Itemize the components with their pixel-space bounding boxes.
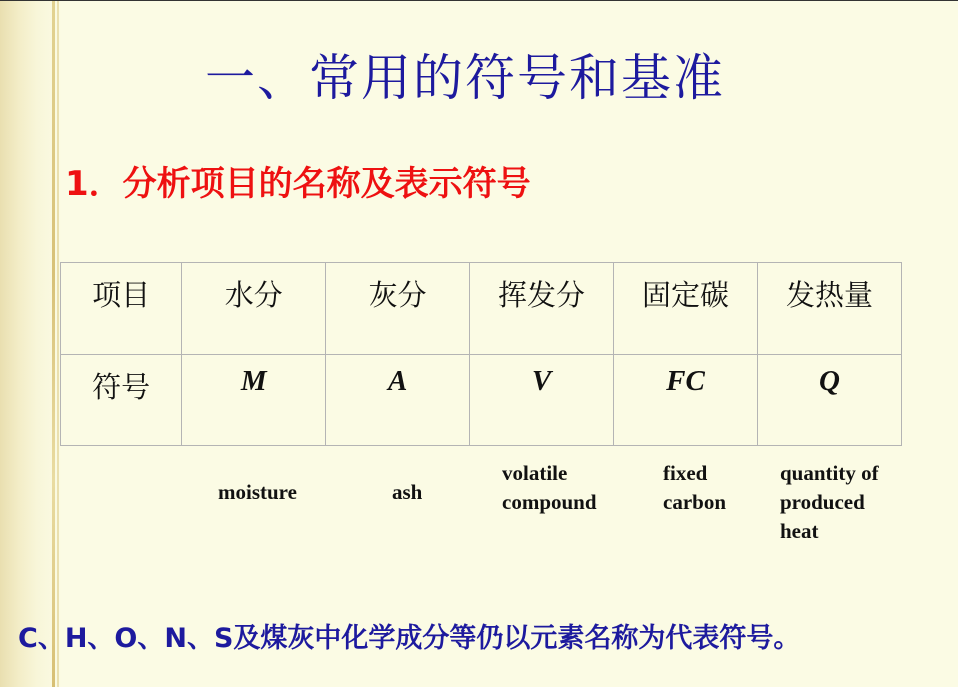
table-cell-symbol-label: 符号 [61, 354, 182, 446]
gloss-ash: ash [392, 480, 423, 504]
table-cell-item-heat: 发热量 [758, 263, 902, 355]
gloss-volatile-line-1: volatile [502, 461, 568, 485]
table-cell-symbol-m: M [182, 354, 326, 446]
table-cell-header-label: 项目 [61, 263, 182, 355]
gloss-heat-line-2: produced [780, 490, 865, 514]
gloss-volatile [502, 459, 597, 517]
table-cell-item-moisture: 水分 [182, 263, 326, 355]
table-cell-item-fixed-carbon: 固定碳 [613, 263, 757, 355]
table-cell-item-ash: 灰分 [326, 263, 470, 355]
gloss-heat-line-1: quantity of [780, 461, 879, 485]
table-row-items [61, 263, 902, 355]
table-cell-symbol-v: V [470, 354, 614, 446]
table-cell-symbol-q: Q [758, 354, 902, 446]
gloss-fixed-line-1: fixed [663, 461, 708, 485]
table-cell-item-volatile: 挥发分 [470, 263, 614, 355]
section-heading: 1．分析项目的名称及表示符号 [65, 164, 531, 204]
gloss-volatile-line-2: compound [502, 490, 597, 514]
top-border-line [0, 0, 958, 1]
table-row-symbols [61, 354, 902, 446]
table-cell-symbol-fc: FC [613, 354, 757, 446]
gloss-heat [780, 459, 879, 546]
gloss-moisture: moisture [218, 480, 297, 504]
gloss-fixed-carbon [663, 459, 726, 517]
footer-note: C、H、O、N、S及煤灰中化学成分等仍以元素名称为代表符号。 [18, 623, 801, 654]
symbol-table [60, 262, 902, 446]
gloss-heat-line-3: heat [780, 519, 819, 543]
slide-title: 一、常用的符号和基准 [205, 49, 725, 107]
table-cell-symbol-a: A [326, 354, 470, 446]
gloss-fixed-line-2: carbon [663, 490, 726, 514]
